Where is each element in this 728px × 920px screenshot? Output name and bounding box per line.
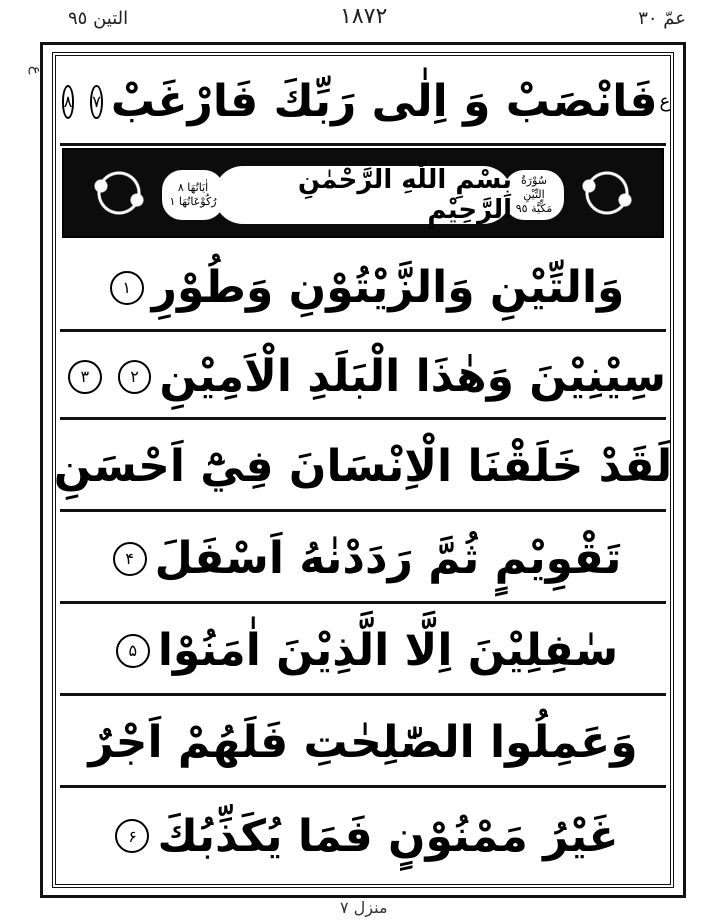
ayah-marker-6: ۶	[115, 819, 149, 853]
ayat-info-box	[162, 170, 224, 220]
verse-line-3	[60, 336, 666, 420]
verse-text: فَانْصَبْ وَ اِلٰى رَبِّكَ فَارْغَبْ	[110, 76, 658, 127]
verse-line-8	[60, 792, 666, 880]
ayah-marker-7: ۷	[90, 85, 103, 119]
ayah-marker-4: ۴	[113, 542, 147, 576]
verse-line-6	[60, 608, 666, 696]
surah-info-box	[504, 170, 564, 220]
verse-text: وَعَمِلُوا الصّٰلِحٰتِ فَلَهُمْ اَجْرٌ	[88, 717, 638, 768]
bismillah-text: بِسْمِ اللّٰهِ الرَّحْمٰنِ الرَّحِيْمِ	[297, 165, 512, 225]
surah-info-line-3: مَكِّيَّة ٩٥	[515, 202, 553, 215]
manzil-label: منزل ۷	[340, 898, 388, 917]
verse-line-2	[60, 246, 666, 332]
verse-line-4	[53, 424, 673, 512]
ornament-right	[562, 158, 652, 228]
verse-line-7	[60, 700, 666, 788]
verse-text: تَقْوِيْمٍ ثُمَّ رَدَدْنٰهُ اَسْفَلَ	[154, 533, 622, 584]
verse-line-1	[60, 60, 671, 146]
verse-line-5	[60, 516, 666, 604]
ayat-info-line-1: اٰيَاتُهَا ٨	[177, 181, 209, 194]
ornament-left	[74, 158, 164, 228]
ayah-marker-1: ۱	[110, 271, 144, 305]
surah-header-banner	[62, 148, 664, 238]
surah-info-line-2: التِّيْنِ	[523, 188, 545, 201]
surah-label: التين ٩٥	[68, 8, 129, 29]
surah-info-line-1: سُوْرَةُ	[521, 174, 547, 187]
ayah-marker-3: ۳	[68, 360, 102, 394]
verse-text: لَقَدْ خَلَقْنَا الْاِنْسَانَ فِيْٓ اَحْسَنِ	[53, 441, 673, 492]
margin-ruku-mark: ع	[28, 66, 44, 75]
ruku-mark: ع	[659, 91, 671, 112]
verse-text: سٰفِلِيْنَ اِلَّا الَّذِيْنَ اٰمَنُوْا	[157, 625, 619, 676]
bismillah-cartouche	[214, 166, 512, 224]
page-number: ۱۸۷۲	[340, 4, 388, 29]
ayah-marker-5: ۵	[116, 634, 150, 668]
verse-text: سِيْنِيْنَ وَهٰذَا الْبَلَدِ الْاَمِيْنِ	[159, 351, 666, 402]
juz-label: عمّ ٣٠	[638, 8, 686, 29]
ayah-marker-8: ۸	[62, 85, 75, 119]
ayat-info-line-2: رُكُوْعَاتُهَا ١	[169, 195, 217, 208]
ayah-marker-2: ۲	[118, 360, 152, 394]
verse-text: غَيْرُ مَمْنُوْنٍ فَمَا يُكَذِّبُكَ	[157, 810, 619, 862]
verse-text: وَالتِّيْنِ وَالزَّيْتُوْنِ وَطُوْرِ	[151, 262, 625, 313]
